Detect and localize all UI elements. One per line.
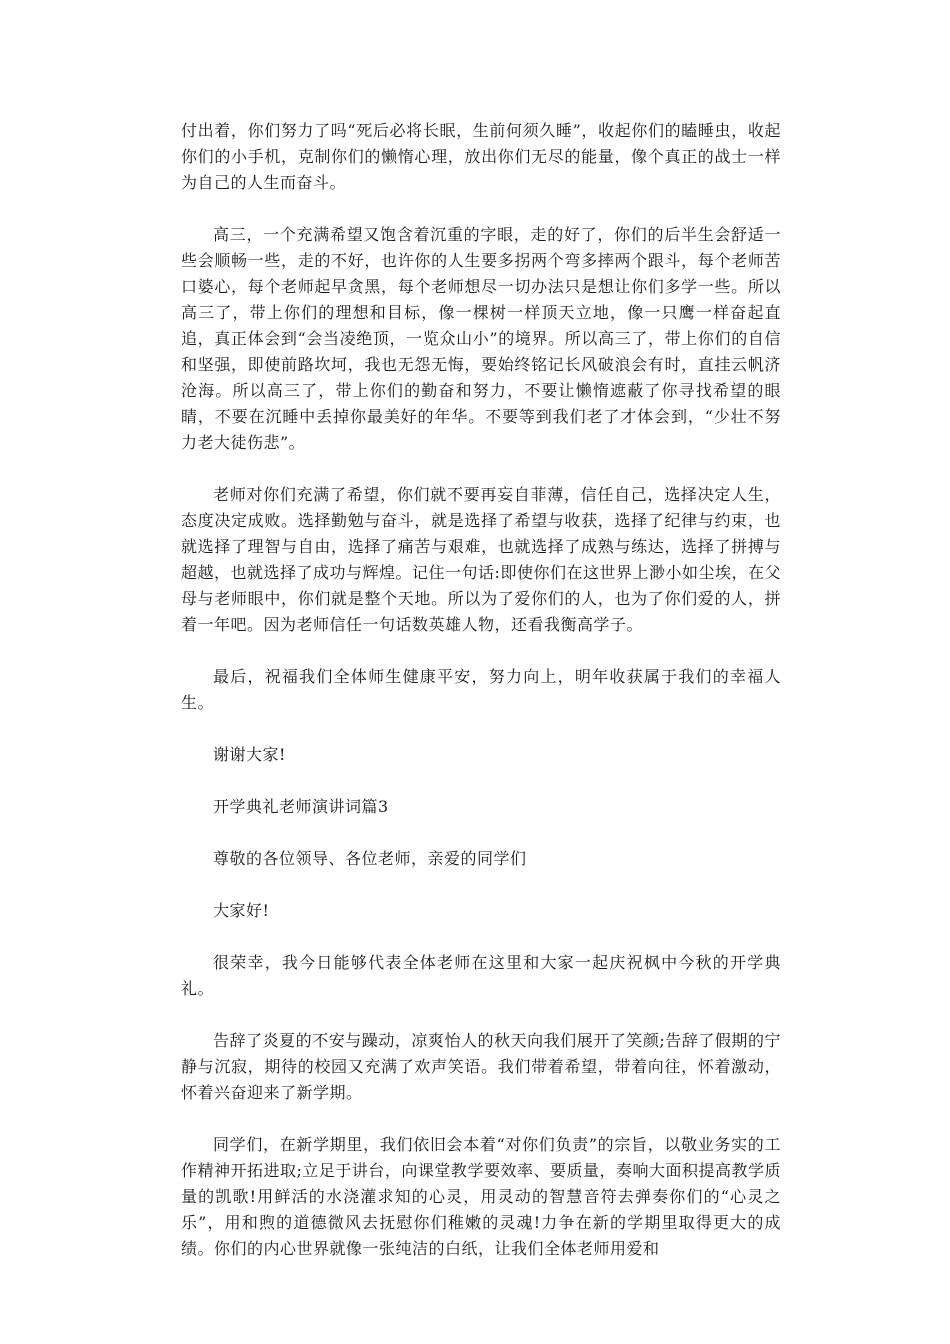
section-title: 开学典礼老师演讲词篇3 [213, 797, 389, 816]
paragraph-new-semester: 同学们，在新学期里，我们依旧会本着“对你们负责”的宗旨，以敬业务实的工作精神开拓进取;立足于讲台，向课堂教学要效率、要质量，奏响大面积提高教学质量的凯歌!用鲜活的水浇灌求知的心灵，用灵动的智慧音符去弹奏你们的“心灵之乐”，用和煦的道德微风去抚慰你们稚嫩的灵魂!力争在新的学期里取得更大的成绩。你们的内心世界就像一张纯洁的白纸，让我们全体老师用爱和 [181, 1135, 781, 1258]
paragraph-teacher-hope: 老师对你们充满了希望，你们就不要再妄自菲薄，信任自己，选择决定人生，态度决定成败。选择勤勉与奋斗，就是选择了希望与收获，选择了纪律与约束，也就选择了理智与自由，选择了痛苦与艰难，也就选择了成熟与练达，选择了拼搏与超越，也就选择了成功与辉煌。记住一句话:即使你们在这世界上渺小如尘埃，在父母与老师眼中，你们就是整个天地。所以为了爱你们的人，也为了你们爱的人，拼着一年吧。因为老师信任一句话数英雄人物，还看我衡高学子。 [181, 485, 781, 634]
paragraph-salutation: 尊敬的各位领导、各位老师，亲爱的同学们 [213, 849, 527, 868]
paragraph-blessing: 最后，祝福我们全体师生健康平安，努力向上，明年收获属于我们的幸福人生。 [181, 667, 781, 712]
paragraph-honor: 很荣幸，我今日能够代表全体老师在这里和大家一起庆祝枫中今秋的开学典礼。 [181, 953, 781, 998]
paragraph-farewell-summer: 告辞了炎夏的不安与躁动，凉爽怡人的秋天向我们展开了笑颜;告辞了假期的宁静与沉寂，期待的校园又充满了欢声笑语。我们带着希望，带着向往，怀着激动，怀着兴奋迎来了新学期。 [181, 1031, 781, 1102]
paragraph-senior-three: 高三，一个充满希望又饱含着沉重的字眼，走的好了，你们的后半生会舒适一些会顺畅一些，走的不好，也许你的人生要多拐两个弯多摔两个跟斗，每个老师苦口婆心，每个老师起早贪黑，每个老师想尽一切办法只是想让你们多学一些。所以高三了，带上你们的理想和目标，像一棵树一样顶天立地，像一只鹰一样奋起直追，真正体会到“会当凌绝顶，一览众山小”的境界。所以高三了，带上你们的自信和坚强，即使前路坎坷，我也无怨无悔，要始终铭记长风破浪会有时，直挂云帆济沧海。所以高三了，带上你们的勤奋和努力，不要让懒惰遮蔽了你寻找希望的眼睛，不要在沉睡中丢掉你最美好的年华。不要等到我们老了才体会到，“少壮不努力老大徒伤悲”。 [181, 225, 781, 452]
paragraph-greeting: 大家好! [213, 901, 270, 920]
document-page [181, 118, 781, 1288]
paragraph-continuation: 付出着，你们努力了吗“死后必将长眠，生前何须久睡”，收起你们的瞌睡虫，收起你们的小手机，克制你们的懒惰心理，放出你们无尽的能量，像个真正的战士一样为自己的人生而奋斗。 [181, 121, 781, 192]
paragraph-thanks: 谢谢大家! [213, 745, 286, 764]
